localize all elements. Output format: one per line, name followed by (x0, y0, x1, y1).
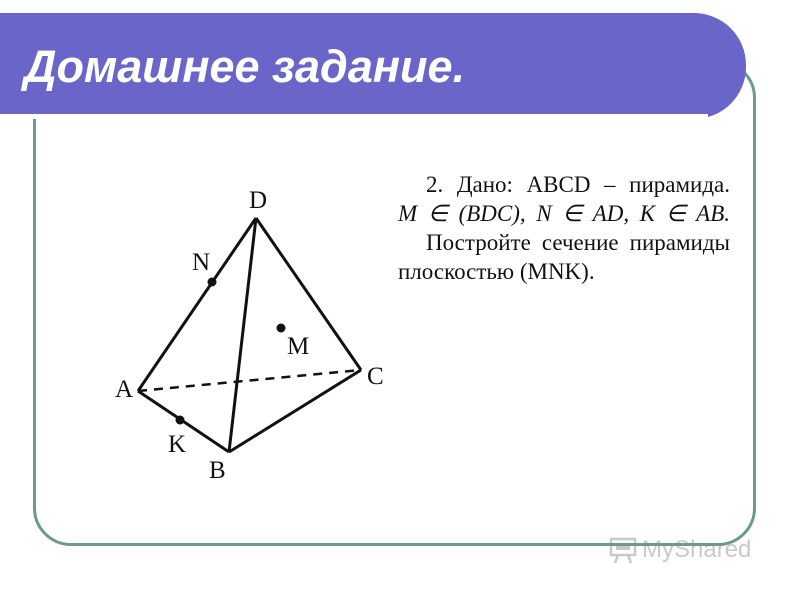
label-C: C (367, 363, 384, 390)
watermark-text: MyShared (642, 536, 752, 563)
problem-line-1: 2. Дано: ABCD – пирамида. (426, 172, 730, 197)
problem-line-2: M ∈ (BDC), N ∈ AD, K ∈ AB. (398, 201, 730, 226)
label-A: A (115, 376, 134, 403)
edge-AC-hidden (138, 370, 361, 391)
point-M (277, 324, 286, 333)
presentation-board-icon (608, 535, 638, 565)
slide-title: Домашнее задание. (24, 41, 466, 92)
point-K (176, 416, 185, 425)
problem-line-4: плоскостью (MNK). (398, 259, 595, 284)
edge-BC (229, 370, 361, 452)
label-N: N (192, 249, 211, 276)
point-N (208, 278, 217, 287)
problem-line-3: Постройте сечение пирамиды (426, 230, 730, 255)
problem-statement (398, 170, 730, 286)
label-K: K (168, 431, 187, 458)
label-D: D (249, 187, 268, 214)
label-B: B (209, 457, 226, 484)
label-M: M (287, 333, 310, 360)
watermark (608, 535, 751, 565)
